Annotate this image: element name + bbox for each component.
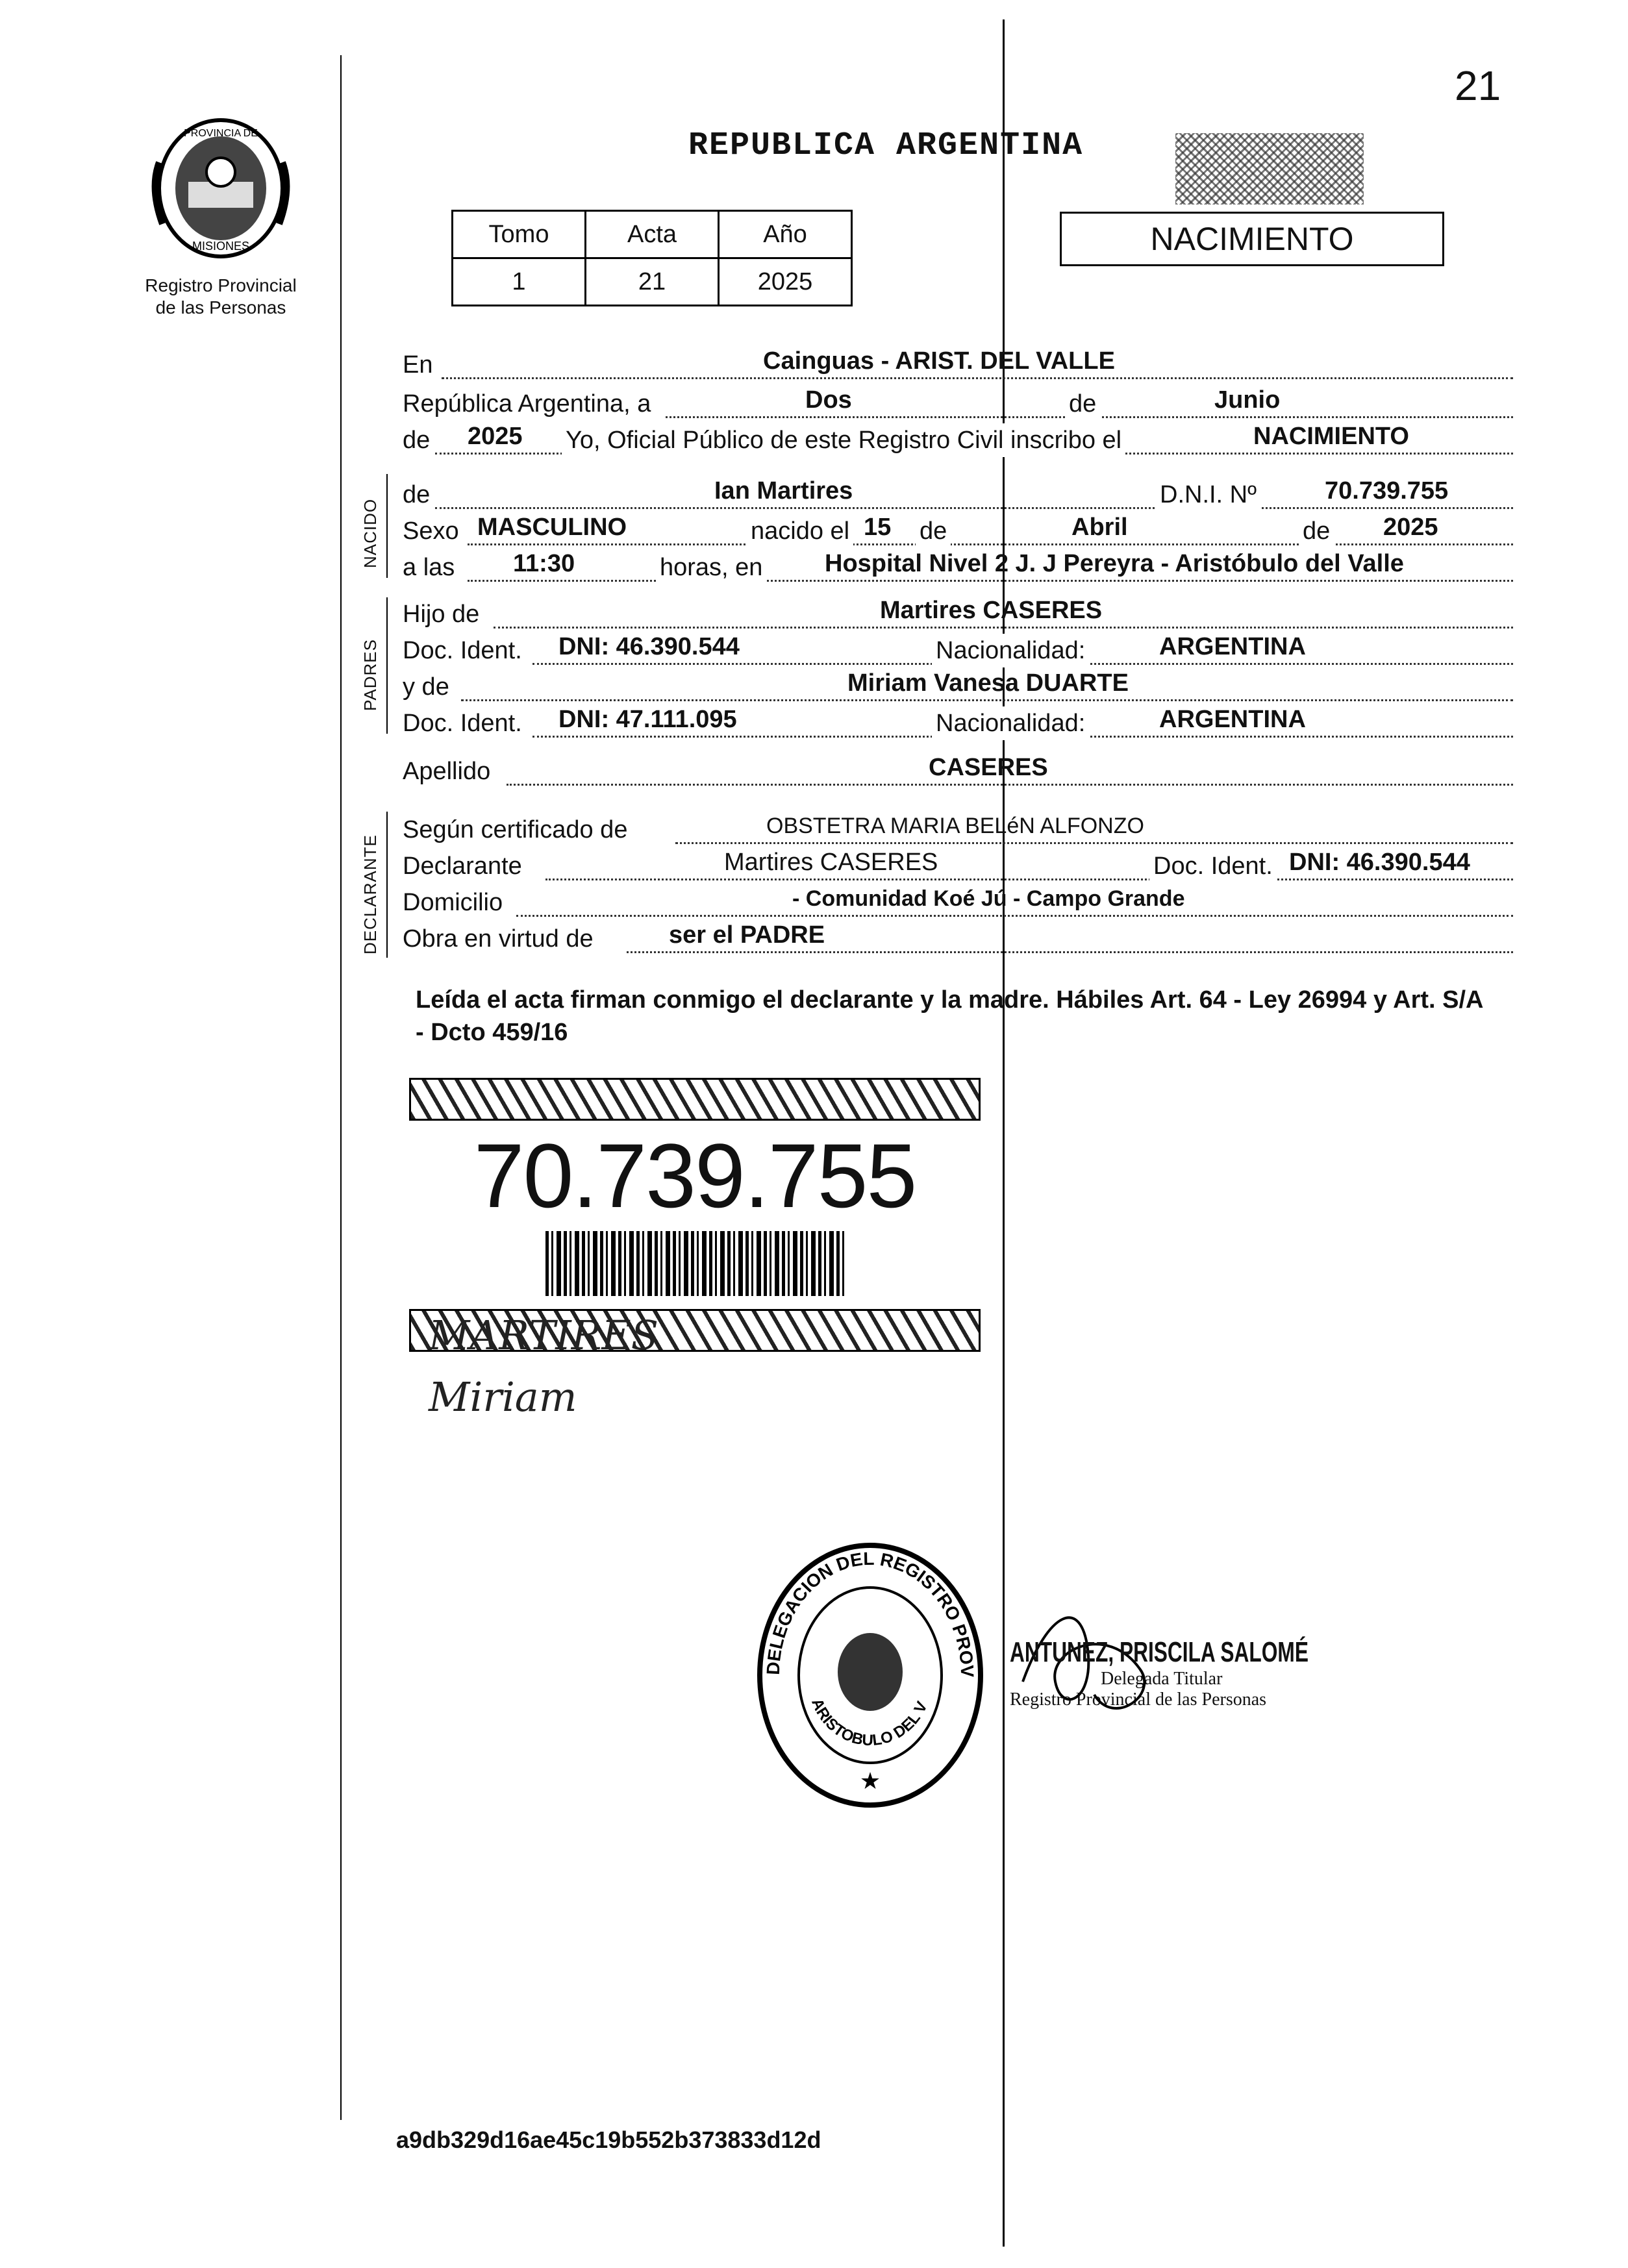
- svg-text:★: ★: [859, 1767, 881, 1794]
- line-date: República Argentina, a Dos de Junio: [403, 390, 1513, 423]
- header-acta: Acta: [586, 211, 719, 258]
- registry-stamp-icon: [747, 1532, 994, 1818]
- section-padres: PADRES: [360, 639, 380, 711]
- line-certificado: Según certificado de OBSTETRA MARIA BELéN ALFONZO: [403, 816, 1513, 849]
- header-ano: Año: [719, 211, 852, 258]
- line-en: En Cainguas - ARIST. DEL VALLE: [403, 351, 1513, 384]
- official-seal: [747, 1532, 994, 1821]
- acta-table: [451, 210, 853, 306]
- svg-text:PROVINCIA DE: PROVINCIA DE: [184, 128, 258, 139]
- left-margin-line: [340, 55, 342, 2120]
- line-domicilio: Domicilio - Comunidad Koé Jú - Campo Grande: [403, 888, 1513, 922]
- signature-scrawl-icon: [1010, 1584, 1179, 1753]
- line-sexo: Sexo MASCULINO nacido el 15 de Abril de 2025: [403, 517, 1513, 551]
- line-doc-padre: Doc. Ident. DNI: 46.390.544 Nacionalidad: ARGENTINA: [403, 636, 1513, 670]
- header-tomo: Tomo: [453, 211, 586, 258]
- line-declarante: Declarante Martires CASERES Doc. Ident. DNI: 46.390.544: [403, 852, 1513, 886]
- handwritten-signature-1: MARTIRES: [429, 1312, 659, 1359]
- svg-text:MISIONES: MISIONES: [192, 240, 250, 253]
- official-name: ANTUNEZ, PRISCILA SALOMÉ: [1010, 1636, 1309, 1668]
- line-nombre: de Ian Martires D.N.I. Nº 70.739.755: [403, 480, 1513, 514]
- svg-text:ARISTOBULO DEL VALLE: ARISTOBULO DEL V: [808, 1696, 931, 1750]
- line-madre: y de Miriam Vanesa DUARTE: [403, 673, 1513, 706]
- official-office: Registro Provincial de las Personas: [1010, 1689, 1267, 1710]
- section-nacido: NACIDO: [360, 498, 380, 568]
- document-hash: a9db329d16ae45c19b552b373833d12d: [396, 2126, 821, 2153]
- logo-caption-line2: de las Personas: [155, 297, 286, 318]
- line-obra: Obra en virtud de ser el PADRE: [403, 925, 1513, 958]
- svg-text:DELEGACION DEL REGISTRO PROVIN: DELEGACION DEL REGISTRO PROV: [762, 1548, 978, 1678]
- place-value: Cainguas - ARIST. DEL VALLE: [763, 347, 1115, 375]
- security-hatch-mark: [1175, 133, 1364, 205]
- document-title: REPUBLICA ARGENTINA: [688, 127, 1084, 164]
- official-signature: [1010, 1636, 1425, 1710]
- line-hora: a las 11:30 horas, en Hospital Nivel 2 J. J Pereyra - Aristóbulo del Valle: [403, 553, 1513, 587]
- handwritten-signature-2: Miriam: [429, 1373, 577, 1421]
- province-seal-icon: [143, 110, 299, 266]
- security-band-top: [409, 1078, 981, 1121]
- line-doc-madre: Doc. Ident. DNI: 47.111.095 Nacionalidad: ARGENTINA: [403, 709, 1513, 743]
- registry-logo: [123, 110, 318, 319]
- page-number: 21: [1455, 62, 1501, 109]
- ano-value: 2025: [719, 258, 852, 306]
- line-hijo: Hijo de Martires CASERES: [403, 600, 1513, 634]
- record-type-box: NACIMIENTO: [1060, 212, 1444, 266]
- section-declarante: DECLARANTE: [360, 834, 380, 954]
- dni-number-large: 70.739.755: [473, 1125, 916, 1227]
- closing-statement: Leída el acta firman conmigo el declarante y la madre. Hábiles Art. 64 - Ley 26994 y Art. S/A - Dcto 459/16: [416, 986, 1483, 1046]
- official-role: Delegada Titular: [1101, 1669, 1223, 1689]
- line-apellido: Apellido CASERES: [403, 757, 1513, 791]
- dni-barcode-block: [409, 1078, 981, 1352]
- logo-caption-line1: Registro Provincial: [145, 275, 297, 295]
- line-inscribo: de 2025 Yo, Oficial Público de este Registro Civil inscribo el NACIMIENTO: [403, 426, 1513, 460]
- acta-value: 21: [586, 258, 719, 306]
- tomo-value: 1: [453, 258, 586, 306]
- barcode-icon: [545, 1231, 844, 1296]
